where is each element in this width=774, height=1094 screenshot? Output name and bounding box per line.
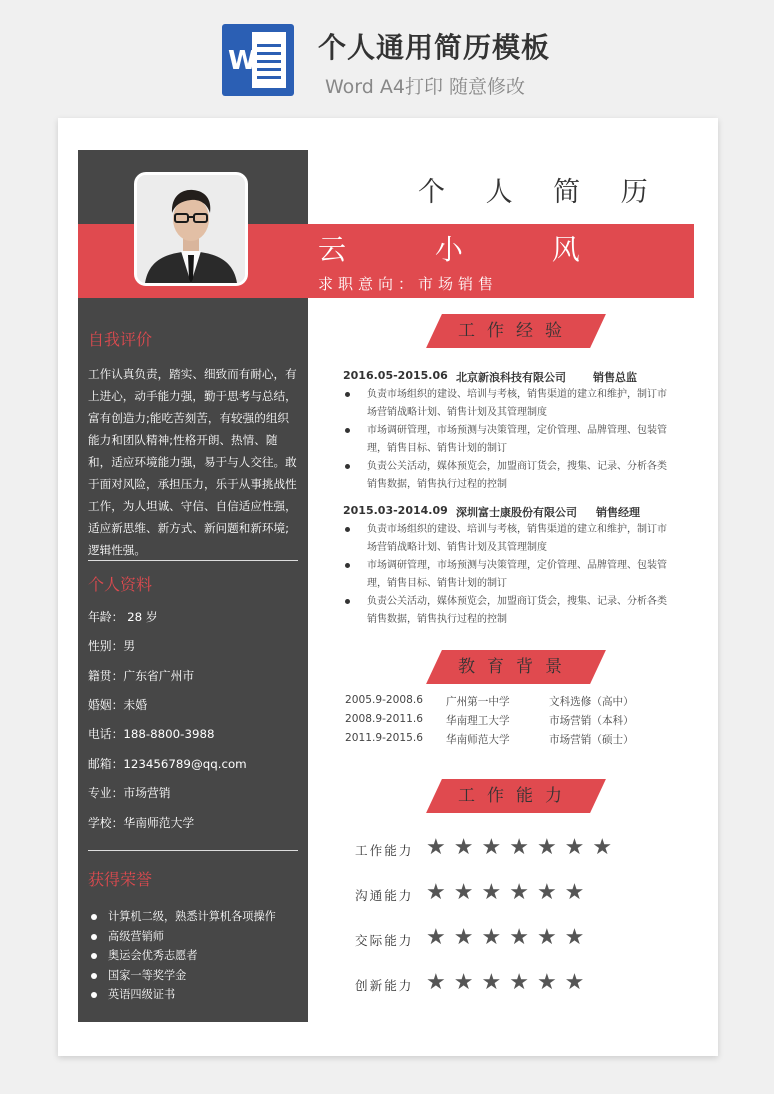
star-icon: ★: [536, 880, 565, 905]
job-duty: 负责市场组织的建设、培训与考核，销售渠道的建立和维护，制订市场营销战略计划、销售计划及其管理制度: [345, 521, 675, 557]
list-item: 国家一等奖学金: [88, 966, 276, 986]
resume-title: 个 人 简 历: [418, 177, 664, 208]
profile-school: 学校：华南师范大学: [88, 816, 195, 830]
star-icon: ★: [564, 835, 593, 860]
list-item: 英语四级证书: [88, 985, 276, 1005]
job-duty: 市场调研管理，市场预测与决策管理，定价管理、品牌管理、包装管理，销售目标、销售计划的制订: [345, 557, 675, 593]
skill-name: 沟通能力: [355, 888, 414, 903]
skill-name: 创新能力: [355, 978, 414, 993]
star-icon: ★: [509, 835, 537, 860]
star-icon: ★: [426, 970, 454, 995]
profile-email: 邮箱：123456789@qq.com: [88, 757, 247, 771]
list-item: 计算机二级，熟悉计算机各项操作: [88, 907, 276, 927]
star-icon: ★: [481, 835, 510, 860]
job-duty: 负责公关活动，媒体预览会，加盟商订货会，搜集、记录、分析各类销售数据，销售执行过程的控制: [345, 593, 675, 629]
profile-hometown: 籍贯：广东省广州市: [88, 669, 195, 683]
star-rating: [426, 925, 592, 950]
self-eval-heading: 自我评价: [88, 330, 153, 349]
honors-list: [88, 907, 276, 1005]
skill-name: 工作能力: [355, 843, 414, 858]
resume-page: 个 人 简 历 云 小 风 求职意向：市场销售 自我评价 工作认真负责，踏实、细致而有耐心，有上进心，动手能力强，勤于思考与总结，富有创造力;能吃苦刻苦，有较强的组织能力和团队精神;性格开朗、热情、随和，适应环境能力强，易于与人交往。敢于面对风险，承担压力，乐于从事挑战性工作，为人坦诚、守信、自信适应性强，适应新思维、新方式、新问题和新环境;逻辑性强。 个人资料 年龄： 28 岁 性别：男 籍贯：广东省广州市 婚姻：未婚 电话：188-8800-3988 邮箱：123456789@qq.com 专业：市场营销 学校：华南师范大学 获得荣誉 计算机二级，熟悉计算机各项操作 高级营销师 奥运会优秀志愿者 国家一等奖学金 英语四级证书 工作经验 2016.05-2015.06 北京新浪科技有限公司 销售总监 负责市场组织的建设、培训与考核，销售渠道的建立和维护，制订市场营销战略计划、销售计划及其管理制度 市场调研管理，市场预测与决策管理，定价管理、品牌管理、包装管理，销售目标、销售计划的制订 负责公关活动，媒体预览会，加盟商订货会，搜集、记录、分析各类销售数据，销售执行过程的控制 2015.03-2014.09 深圳富士康股份有限公司 销售经理 负责市场组织的建设、培训与考核，销售渠道的建立和维护，制订市场营销战略计划、销售计划及其管理制度 市场调研管理，市场预测与决策管理，定价管理、品牌管理、包装管理，销售目标、销售计划的制订 负责公关活动，媒体预览会，加盟商订货会，搜集、记录、分析各类销售数据，销售执行过程的控制 教育背景 2005.9-2008.6 广州第一中学 文科选修（高中） 2008.9-2011.6 华南理工大学 市场营销（本科） 2011.9-2015.6 华南师范大学 市场营销（硕士） 工作能力 工作能力 ★★★★★★★ 沟通能力 ★★★★★★ 交际能力 ★★★★★★ 创新能力 ★★★★★★: [58, 118, 718, 1056]
star-rating: [426, 970, 592, 995]
honors-heading: 获得荣誉: [88, 870, 153, 889]
star-icon: ★: [536, 925, 565, 950]
star-icon: ★: [509, 925, 537, 950]
star-icon: ★: [453, 970, 482, 995]
template-title: 个人通用简历模板: [318, 31, 551, 64]
self-eval-text: 工作认真负责，踏实、细致而有耐心，有上进心，动手能力强，勤于思考与总结，富有创造力;能吃苦刻苦，有较强的组织能力和团队精神;性格开朗、热情、随和，适应环境能力强，易于与人交往。敢于面对风险，承担压力，乐于从事挑战性工作，为人坦诚、守信、自信适应性强，适应新思维、新方式、新问题和新环境;逻辑性强。: [88, 367, 297, 557]
page-header: [0, 0, 774, 118]
star-icon: ★: [481, 880, 510, 905]
education-heading: 教育背景: [434, 650, 598, 684]
star-icon: ★: [453, 925, 482, 950]
star-icon: ★: [536, 835, 565, 860]
star-icon: ★: [426, 835, 454, 860]
avatar: [134, 172, 248, 286]
word-icon: W: [222, 24, 294, 96]
divider: [88, 850, 298, 851]
job-duty: 负责公关活动，媒体预览会，加盟商订货会，搜集、记录、分析各类销售数据，销售执行过程的控制: [345, 458, 675, 494]
star-rating: [426, 880, 592, 905]
star-icon: ★: [509, 970, 537, 995]
skills-heading: 工作能力: [434, 779, 598, 813]
job-intent: 求职意向：市场销售: [318, 275, 499, 293]
star-icon: ★: [481, 925, 510, 950]
profile-heading: 个人资料: [88, 575, 153, 594]
star-icon: ★: [453, 835, 482, 860]
list-item: 高级营销师: [88, 927, 276, 947]
star-icon: ★: [426, 925, 454, 950]
divider: [88, 560, 298, 561]
profile-phone: 电话：188-8800-3988: [88, 727, 215, 741]
work-heading: 工作经验: [434, 314, 598, 348]
star-icon: ★: [592, 835, 621, 860]
star-icon: ★: [481, 970, 510, 995]
profile-marital: 婚姻：未婚: [88, 698, 147, 712]
candidate-name: 云 小 风: [318, 233, 620, 266]
star-icon: ★: [564, 925, 593, 950]
profile-gender: 性别：男: [88, 639, 136, 653]
skill-name: 交际能力: [355, 933, 414, 948]
star-icon: ★: [564, 880, 593, 905]
profile-major: 专业：市场营销: [88, 786, 171, 800]
profile-age: 年龄： 28 岁: [88, 610, 158, 624]
star-icon: ★: [509, 880, 537, 905]
star-rating: [426, 835, 620, 860]
job-duty: 市场调研管理，市场预测与决策管理，定价管理、品牌管理、包装管理，销售目标、销售计划的制订: [345, 422, 675, 458]
star-icon: ★: [564, 970, 593, 995]
job-duty: 负责市场组织的建设、培训与考核，销售渠道的建立和维护，制订市场营销战略计划、销售计划及其管理制度: [345, 386, 675, 422]
star-icon: ★: [426, 880, 454, 905]
star-icon: ★: [453, 880, 482, 905]
template-subtitle: Word A4打印 随意修改: [325, 76, 526, 98]
list-item: 奥运会优秀志愿者: [88, 946, 276, 966]
star-icon: ★: [536, 970, 565, 995]
